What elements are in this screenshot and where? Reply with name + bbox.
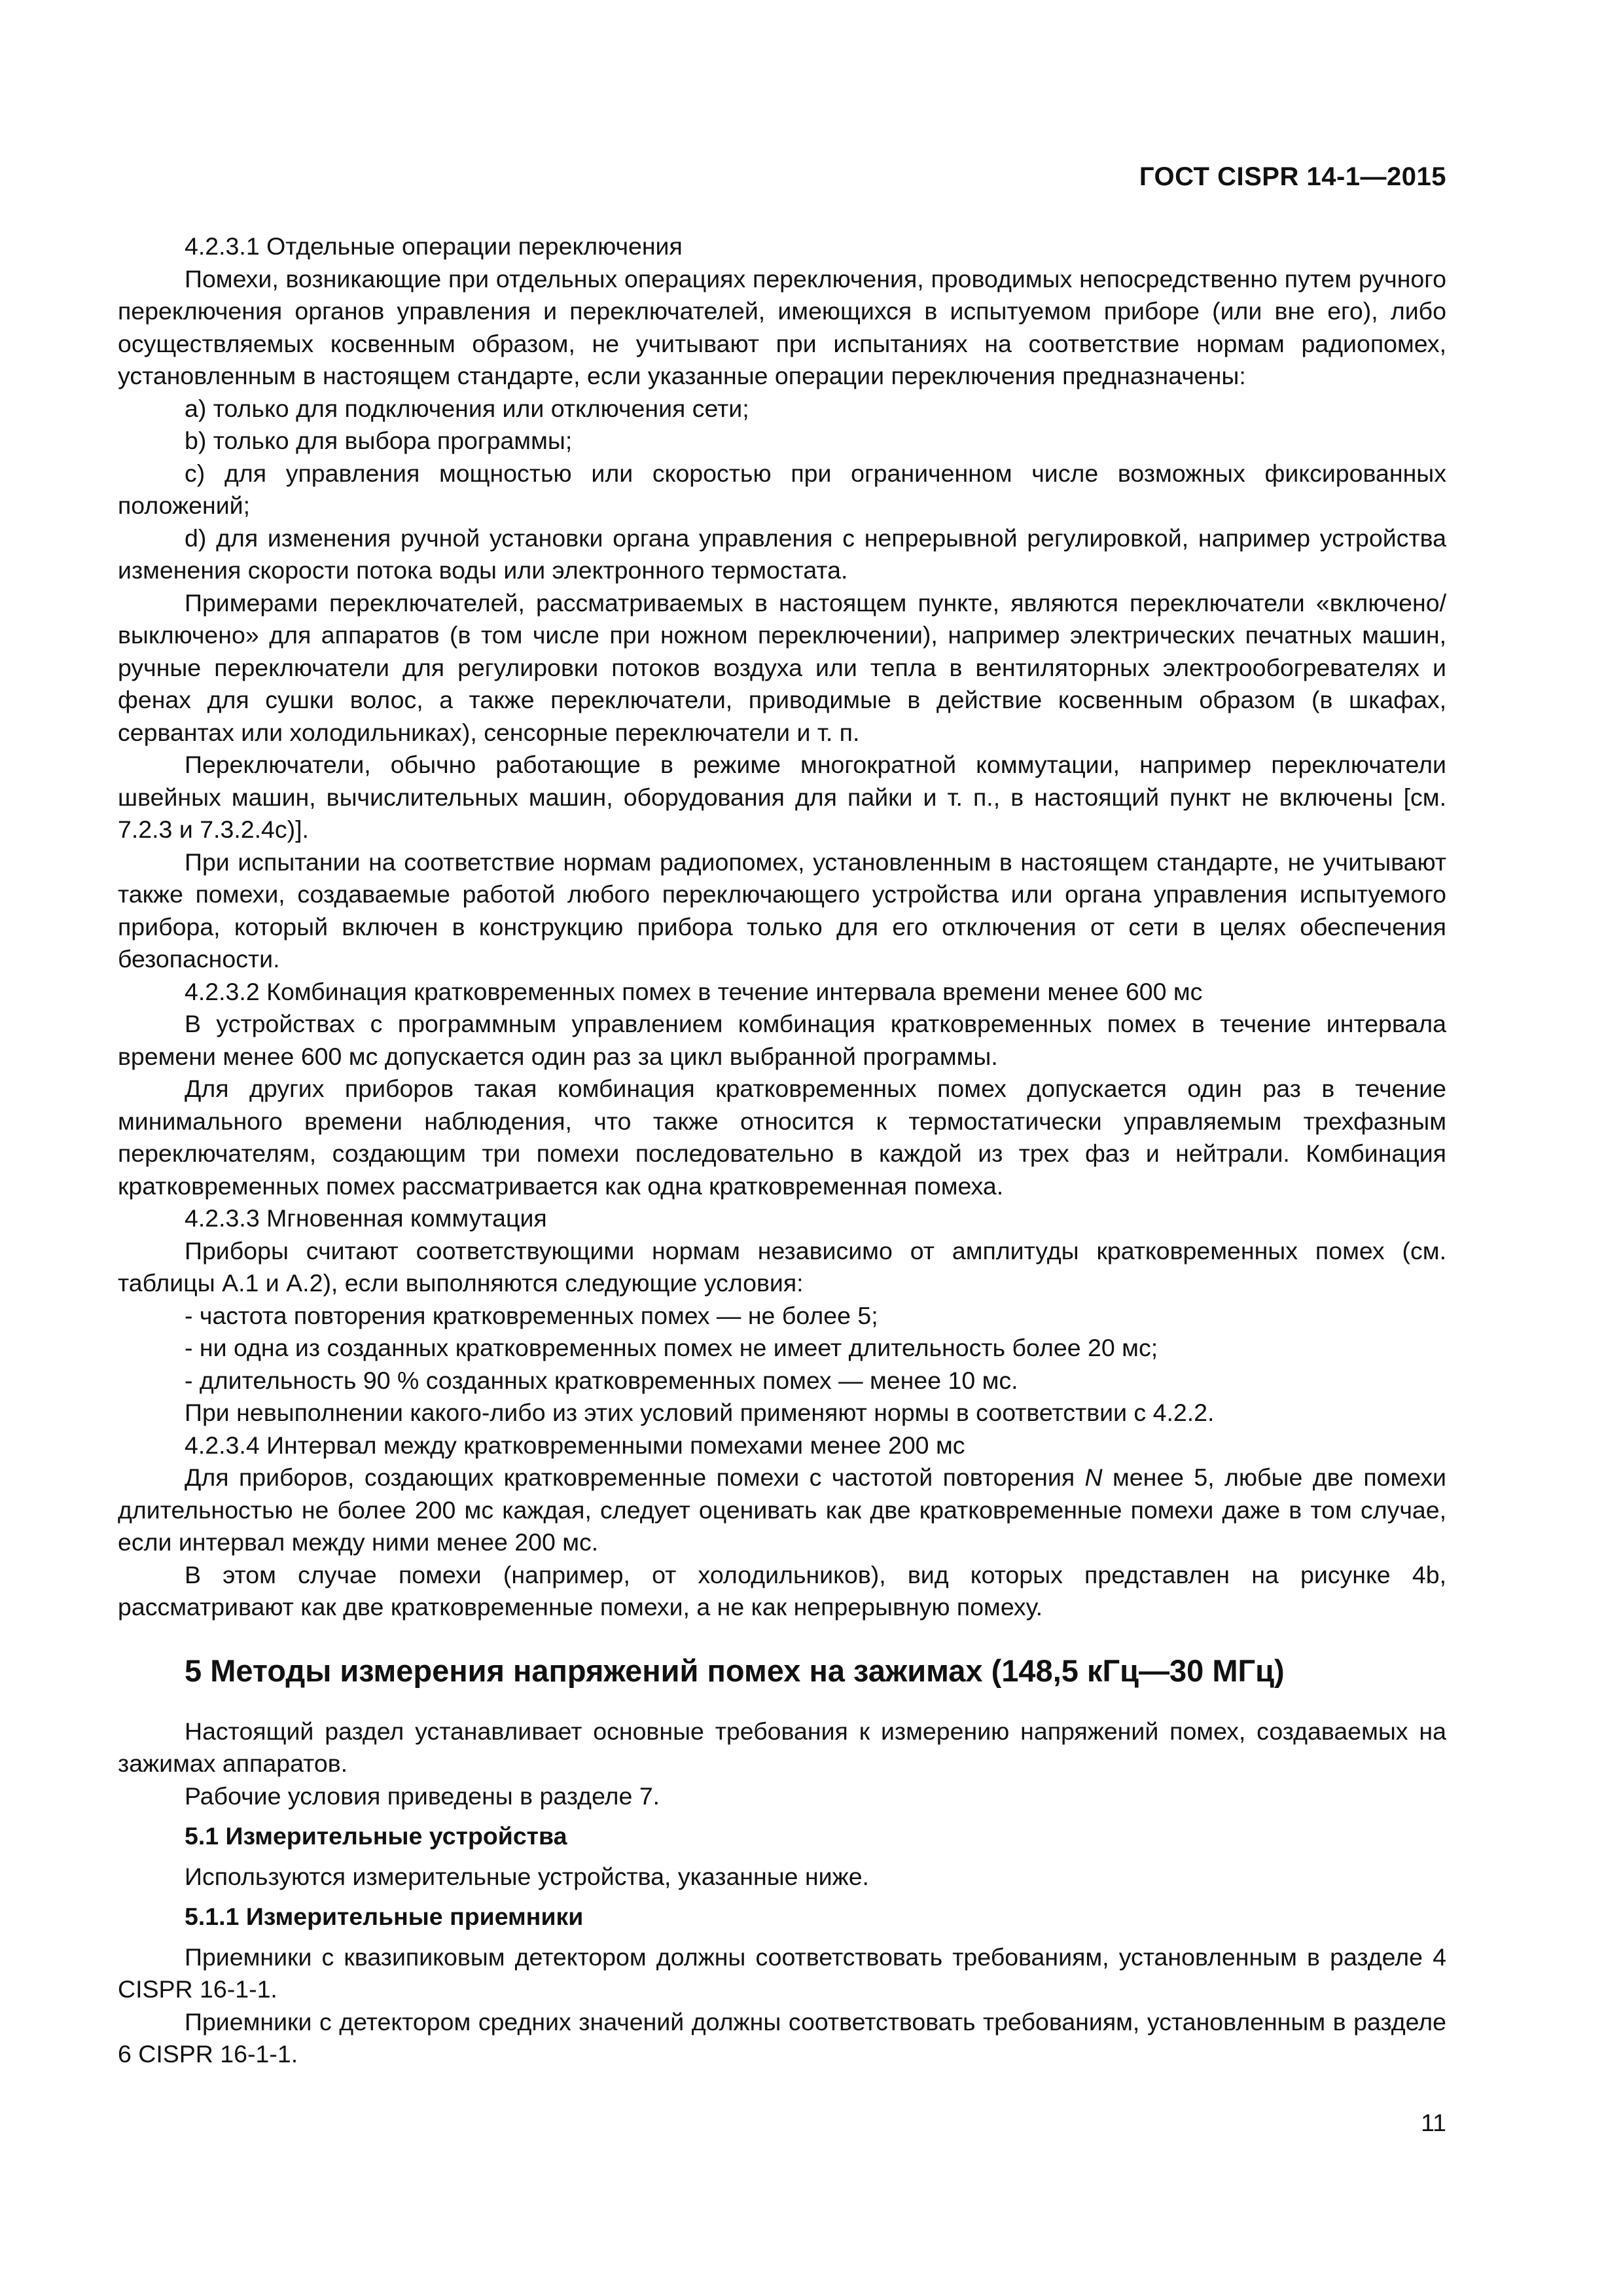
list-item-a: a) только для подключения или отключения сети; bbox=[185, 394, 749, 422]
paragraph: Переключатели, обычно работающие в режиме многократной коммутации, например переключатели швейных машин, вычислительных машин, оборудования для пайки и т. п., в настоящий пункт не включены [см. 7.2.3 и 7.3.2.4c)]. bbox=[118, 751, 1446, 843]
paragraph: В устройствах с программным управлением комбинация кратковременных помех в течение интервала времени менее 600 мс допускается один раз за цикл выбранной программы. bbox=[118, 1010, 1446, 1070]
paragraph: Для других приборов такая комбинация кратковременных помех допускается один раз в течение минимального времени наблюдения, что также относится к термостатически управляемым трехфазным переключателям, создающим три помехи последовательно в каждой из трех фаз и нейтрали. Комбинация кратковременных помех рассматривается как одна кратковременная помеха. bbox=[118, 1075, 1446, 1200]
paragraph: Помехи, возникающие при отдельных операциях переключения, проводимых непосредственно путем ручного переключения органов управления и переключателей, имеющихся в испытуемом приборе (или вне его), либо осуществляемых косвенным образом, не учитывают при испытаниях на соответствие нормам радиопомех, установленным в настоящем стандарте, если указанные операции переключения предназначены: bbox=[118, 264, 1446, 389]
text-run: Для приборов, создающих кратковременные помехи с частотой повторения bbox=[185, 1463, 1085, 1491]
variable-n: N bbox=[1084, 1463, 1103, 1491]
clause-4-2-3-2-title: 4.2.3.2 Комбинация кратковременных помех в течение интервала времени менее 600 мс bbox=[185, 977, 1203, 1005]
list-item-d: d) для изменения ручной установки органа управления с непрерывной регулировкой, например устройства изменения скорости потока воды или электронного термостата. bbox=[118, 524, 1446, 584]
text-run: менее 5, любые две помехи длительностью не более 200 мс каждая, следует оценивать как две кратковременные помехи даже в том случае, если интервал между ними менее 200 мс. bbox=[118, 1463, 1446, 1556]
paragraph: Приемники с детектором средних значений должны соответствовать требованиям, установленным в разделе 6 CISPR 16-1-1. bbox=[118, 2007, 1446, 2068]
dash-list-item: - ни одна из созданных кратковременных помех не имеет длительность более 20 мс; bbox=[185, 1334, 1158, 1361]
list-item-c: c) для управления мощностью или скоростью при ограниченном числе возможных фиксированных положений; bbox=[118, 459, 1446, 519]
paragraph: При невыполнении какого-либо из этих условий применяют нормы в соответствии с 4.2.2. bbox=[185, 1399, 1215, 1426]
paragraph bbox=[118, 1462, 1446, 1559]
paragraph: В этом случае помехи (например, от холодильников), вид которых представлен на рисунке 4b, рассматривают как две кратковременные помехи, а не как непрерывную помеху. bbox=[118, 1560, 1446, 1621]
paragraph: Приборы считают соответствующими нормам независимо от амплитуды кратковременных помех (см. таблицы А.1 и А.2), если выполняются следующие условия: bbox=[118, 1236, 1446, 1297]
list-item-b: b) только для выбора программы; bbox=[185, 427, 573, 454]
section-5-1-1-heading: 5.1.1 Измерительные приемники bbox=[185, 1903, 584, 1930]
section-5-heading: 5 Методы измерения напряжений помех на зажимах (148,5 кГц—30 МГц) bbox=[185, 1653, 1285, 1688]
paragraph: Настоящий раздел устанавливает основные требования к измерению напряжений помех, создаваемых на зажимах аппаратов. bbox=[118, 1717, 1446, 1777]
paragraph: При испытании на соответствие нормам радиопомех, установленным в настоящем стандарте, не учитывают также помехи, создаваемые работой любого переключающего устройства или органа управления испытуемого прибора, который включен в конструкцию прибора только для его отключения от сети в целях обеспечения безопасности. bbox=[118, 848, 1446, 973]
paragraph: Рабочие условия приведены в разделе 7. bbox=[185, 1782, 660, 1810]
paragraph: Приемники с квазипиковым детектором должны соответствовать требованиям, установленным в разделе 4 CISPR 16-1-1. bbox=[118, 1943, 1446, 2003]
dash-list-item: - частота повторения кратковременных помех — не более 5; bbox=[185, 1301, 878, 1329]
document-code-header: ГОСТ CISPR 14-1—2015 bbox=[1139, 162, 1446, 191]
page-number: 11 bbox=[1421, 2109, 1446, 2136]
paragraph: Примерами переключателей, рассматриваемых в настоящем пункте, являются переключатели «включено/выключено» для аппаратов (в том числе при ножном переключении), например электрических печатных машин, ручные переключатели для регулировки потоков воздуха или тепла в вентиляторных электрообогревателях и фенах для сушки волос, а также переключатели, приводимые в действие косвенным образом (в шкафах, сервантах или холодильниках), сенсорные переключатели и т. п. bbox=[118, 588, 1446, 746]
paragraph: Используются измерительные устройства, указанные ниже. bbox=[185, 1862, 869, 1890]
document-body bbox=[118, 230, 1446, 2071]
clause-4-2-3-3-title: 4.2.3.3 Мгновенная коммутация bbox=[185, 1204, 547, 1232]
section-5-1-heading: 5.1 Измерительные устройства bbox=[185, 1822, 567, 1850]
clause-4-2-3-4-title: 4.2.3.4 Интервал между кратковременными помехами менее 200 мс bbox=[185, 1431, 965, 1459]
dash-list-item: - длительность 90 % созданных кратковременных помех — менее 10 мс. bbox=[185, 1366, 1018, 1394]
clause-4-2-3-1-title: 4.2.3.1 Отдельные операции переключения bbox=[185, 232, 683, 260]
